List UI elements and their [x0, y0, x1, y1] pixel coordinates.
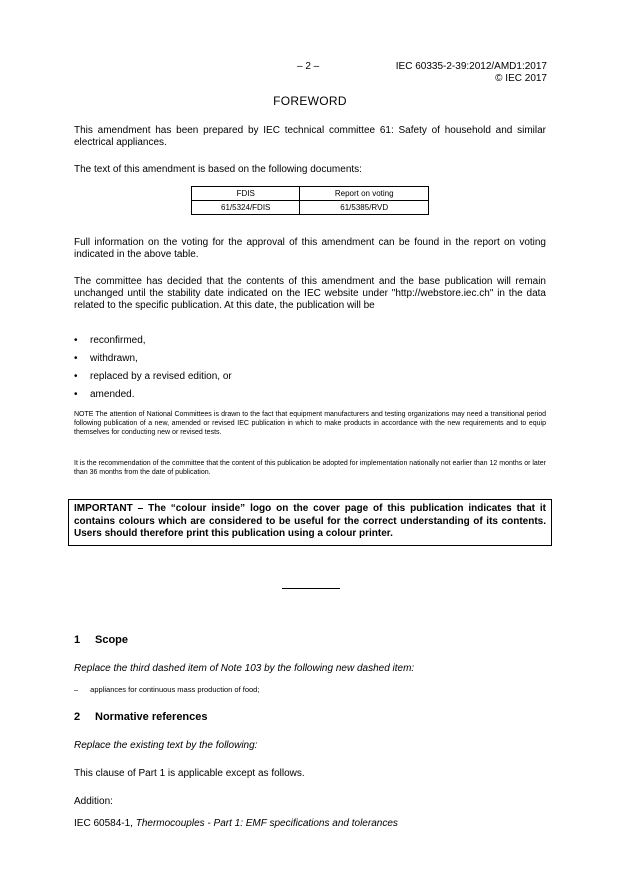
copyright-notice: © IEC 2017 — [495, 73, 547, 84]
foreword-paragraph-2: The text of this amendment is based on the following documents: — [74, 164, 362, 175]
table-row — [192, 201, 429, 215]
dashed-item — [74, 685, 259, 694]
scope-instruction: Replace the third dashed item of Note 103 by the following new dashed item: — [74, 663, 415, 674]
dash-icon: – — [74, 685, 79, 694]
section-title: Normative references — [95, 711, 208, 723]
normative-text: This clause of Part 1 is applicable except as follows. — [74, 768, 305, 779]
table-cell: 61/5324/FDIS — [192, 201, 300, 215]
bullet-icon: • — [74, 335, 78, 346]
reference-title: Thermocouples - Part 1: EMF specifications and tolerances — [135, 818, 398, 829]
foreword-title: FOREWORD — [273, 94, 347, 108]
section-heading-normative-references — [74, 711, 208, 723]
list-item-text: withdrawn, — [90, 353, 138, 364]
section-heading-scope — [74, 634, 128, 646]
note-paragraph: NOTE The attention of National Committees is drawn to the fact that equipment manufacturers and testing organizations may need a transitional period following publication of a new, amended or revised IEC publication in which to make products in accordance with the new requirements and to equip themselves for conducting new or revised tests. — [74, 411, 546, 436]
bullet-icon: • — [74, 389, 78, 400]
dashed-item-text: appliances for continuous mass production of food; — [90, 685, 260, 694]
list-item-text: reconfirmed, — [90, 335, 146, 346]
important-notice-box: IMPORTANT – The “colour inside” logo on the cover page of this publication indicates that it contains colours which are considered to be useful for the correct understanding of its contents. Users should therefore print this publication using a colour printer. — [68, 499, 552, 546]
documents-table — [191, 186, 429, 215]
reference-id: IEC 60584-1, — [74, 818, 133, 829]
table-header-cell: FDIS — [192, 187, 300, 201]
table-cell: 61/5385/RVD — [300, 201, 429, 215]
foreword-paragraph-1: This amendment has been prepared by IEC technical committee 61: Safety of household and similar electrical appliances. — [74, 125, 546, 148]
bullet-icon: • — [74, 353, 78, 364]
foreword-paragraph-4: The committee has decided that the contents of this amendment and the base publication will remain unchanged until the stability date indicated on the IEC website under "http://webstore.iec.ch" in the data related to the specific publication. At this date, the publication will be — [74, 276, 546, 311]
standard-reference: IEC 60335-2-39:2012/AMD1:2017 — [395, 61, 547, 72]
addition-label: Addition: — [74, 796, 113, 807]
foreword-paragraph-3: Full information on the voting for the approval of this amendment can be found in the report on voting indicated in the above table. — [74, 237, 546, 260]
bullet-icon: • — [74, 371, 78, 382]
list-item-text: replaced by a revised edition, or — [90, 371, 232, 382]
page-number: – 2 – — [297, 61, 320, 72]
recommendation-paragraph: It is the recommendation of the committee that the content of this publication be adopted for implementation nationally not earlier than 12 months or later than 36 months from the date of publication. — [74, 460, 546, 476]
section-number: 2 — [74, 711, 81, 723]
section-divider — [282, 588, 340, 589]
normative-reference-entry — [74, 818, 546, 830]
list-item-text: amended. — [90, 389, 135, 400]
section-title: Scope — [95, 634, 129, 646]
table-header-cell: Report on voting — [300, 187, 429, 201]
header-reference — [396, 61, 547, 85]
table-header-row — [192, 187, 429, 201]
section-number: 1 — [74, 634, 81, 646]
normative-instruction: Replace the existing text by the following: — [74, 740, 258, 751]
